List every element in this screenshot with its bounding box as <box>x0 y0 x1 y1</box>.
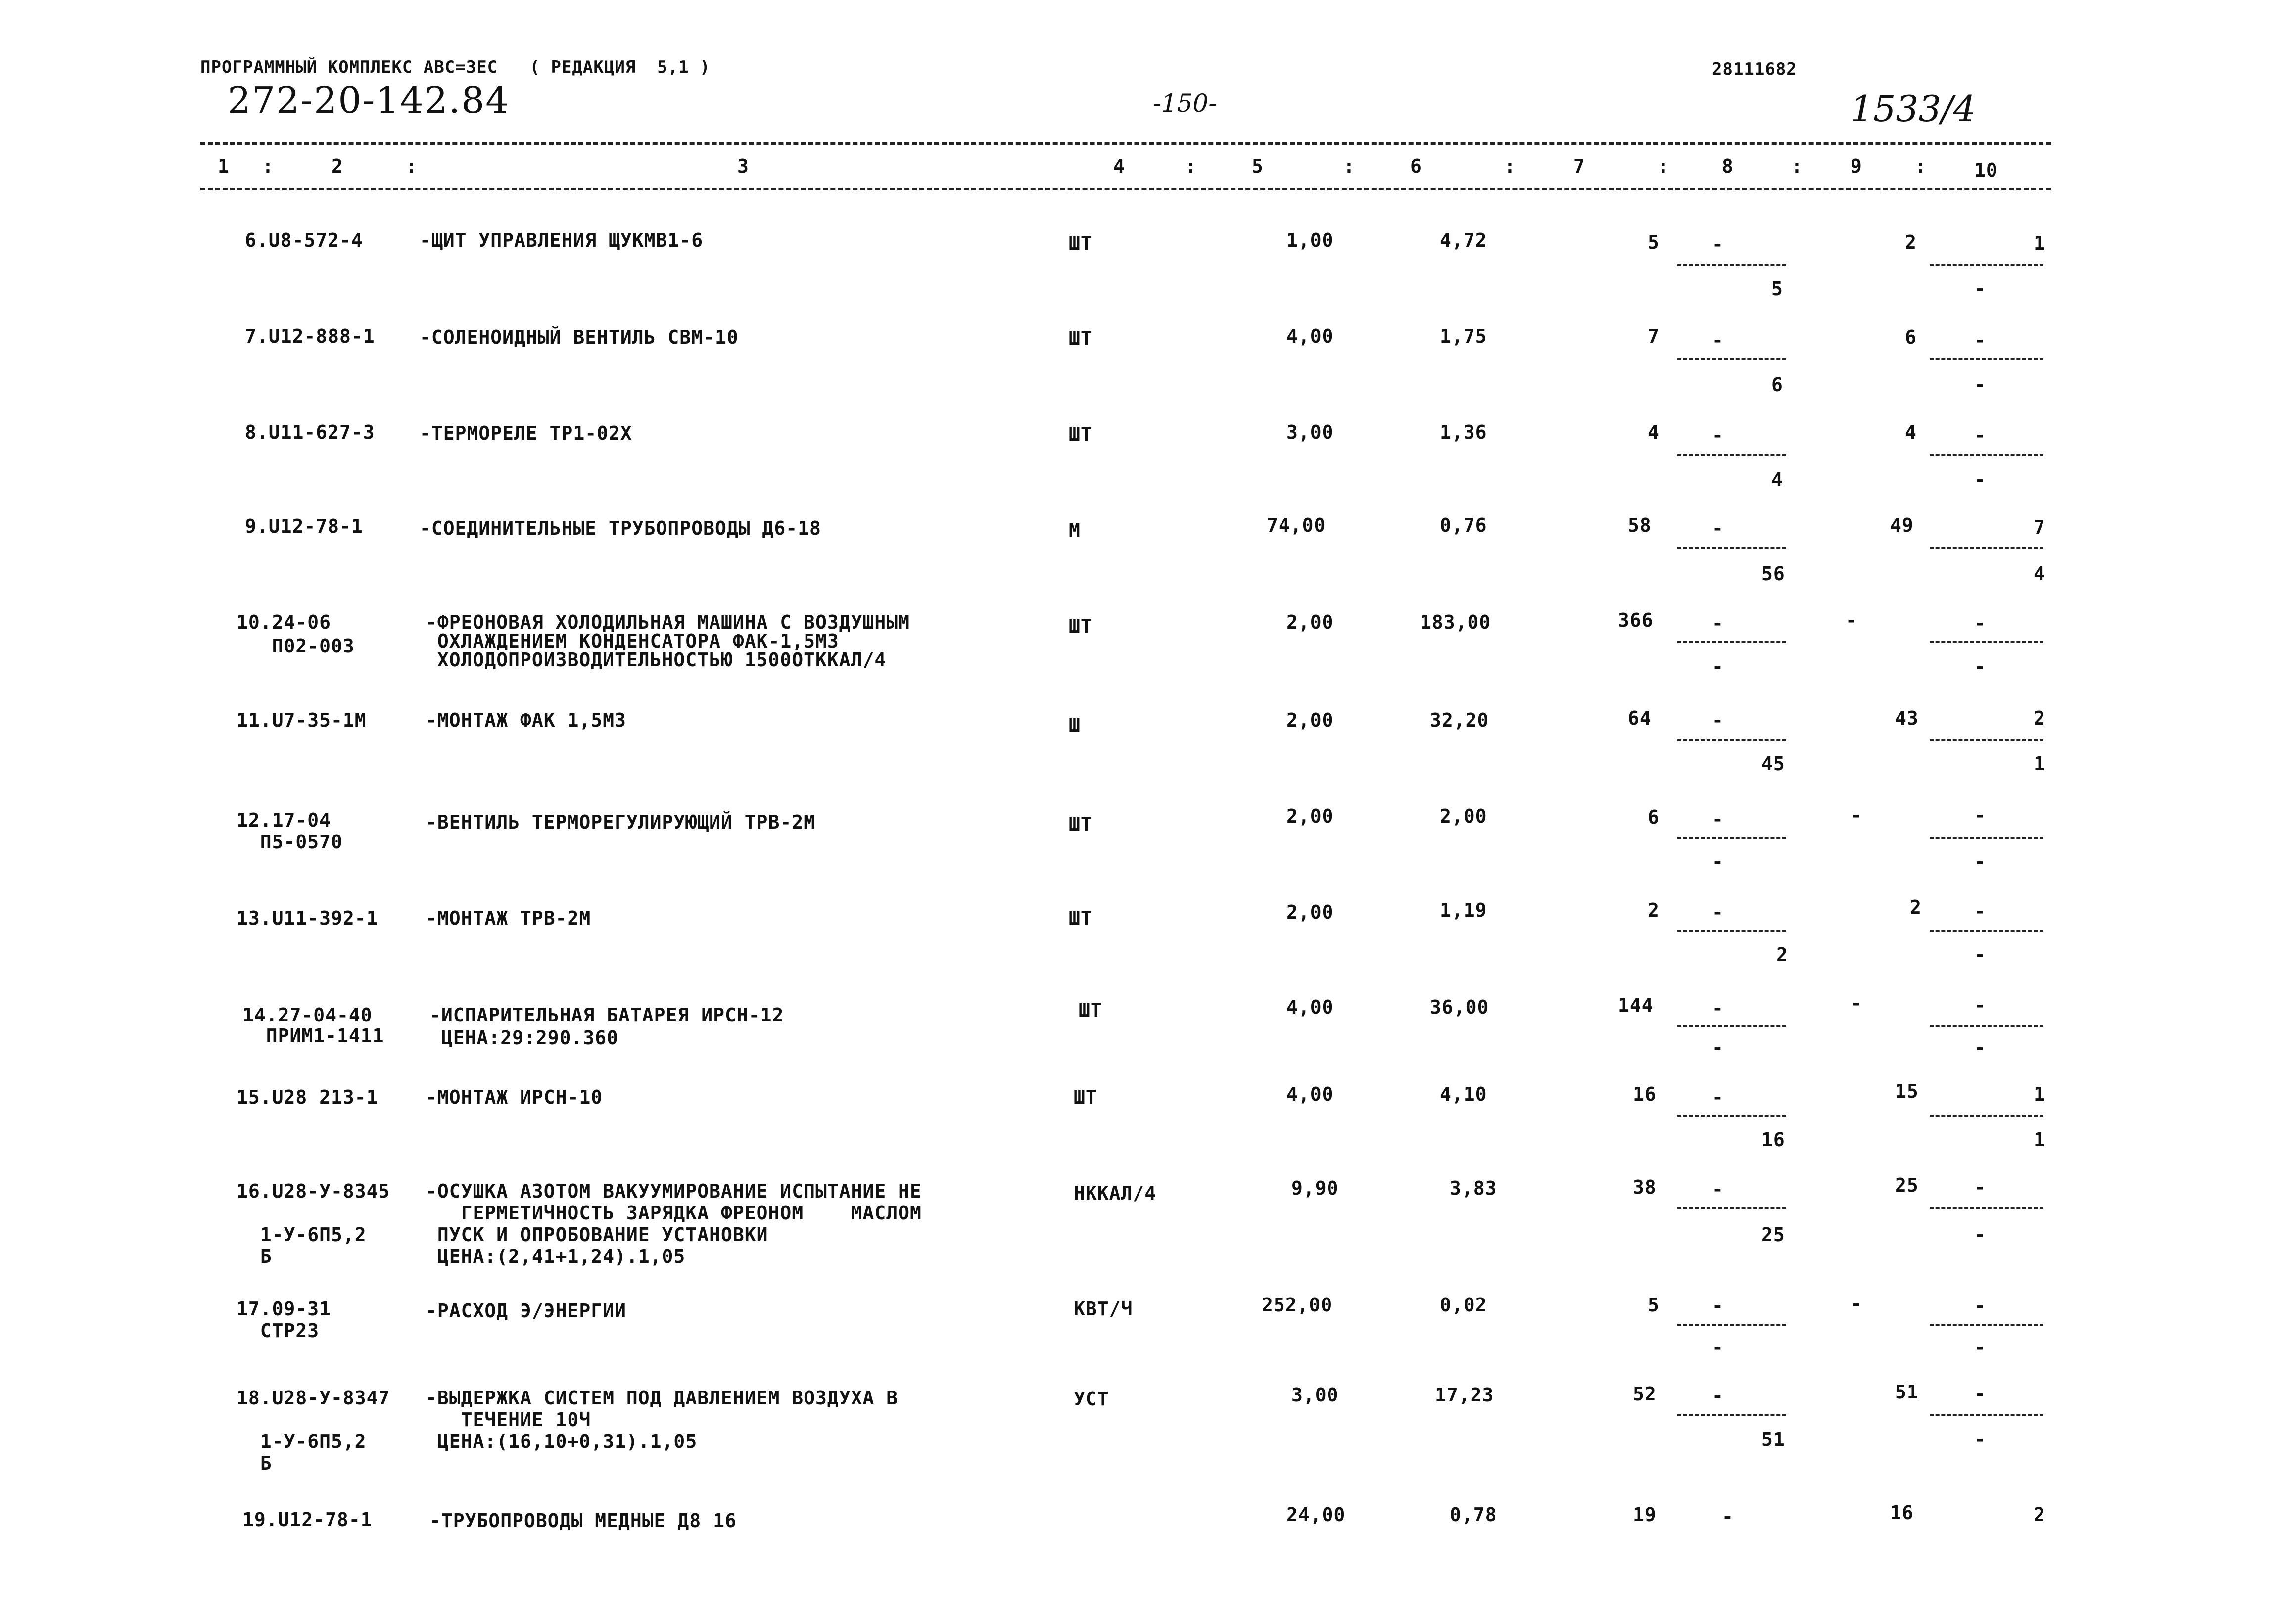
column-separator: : <box>1343 155 1355 177</box>
row-col10-bottom: - <box>1974 944 1986 966</box>
row-col10-bottom: - <box>1974 1037 1986 1059</box>
row-quantity: 24,00 <box>1286 1504 1346 1526</box>
row-quantity: 74,00 <box>1267 514 1326 536</box>
row-quantity: 3,00 <box>1286 421 1334 443</box>
row-col7: 4 <box>1648 421 1660 443</box>
row-col9: - <box>1851 804 1862 826</box>
row-price: 183,00 <box>1420 611 1491 633</box>
column-header: 9 <box>1851 155 1862 177</box>
row-price: 2,00 <box>1440 805 1487 827</box>
fraction-line <box>1677 264 1786 266</box>
row-col10-bottom: - <box>1974 374 1986 396</box>
row-price: 0,02 <box>1440 1294 1487 1316</box>
fraction-line <box>1930 641 2043 643</box>
row-description: -МОНТАЖ ИРСН-10 <box>426 1086 603 1108</box>
row-col8-bottom: 45 <box>1761 753 1785 775</box>
row-unit: ШТ <box>1069 813 1092 835</box>
row-code: 19.U12-78-1 <box>242 1509 373 1531</box>
row-price: 1,75 <box>1440 325 1487 347</box>
row-code: 17.09-31 <box>237 1298 332 1320</box>
row-description-line: ХОЛОДОПРОИЗВОДИТЕЛЬНОСТЬЮ 1500ОТККАЛ/4 <box>426 649 887 671</box>
fraction-line <box>1930 358 2043 360</box>
fraction-line <box>1930 1115 2043 1117</box>
column-header: 2 <box>332 155 343 177</box>
row-col9: 49 <box>1890 514 1914 536</box>
row-col8-bottom: 2 <box>1776 944 1788 966</box>
row-col9: - <box>1846 609 1857 631</box>
row-code-line: Б <box>237 1246 272 1267</box>
row-quantity: 2,00 <box>1286 805 1334 827</box>
row-description-line: ТЕЧЕНИЕ 10Ч <box>426 1409 591 1431</box>
column-header: 3 <box>737 155 749 177</box>
row-price: 1,36 <box>1440 421 1487 443</box>
row-col10-top: - <box>1974 424 1986 446</box>
row-description: -ИСПАРИТЕЛЬНАЯ БАТАРЕЯ ИРСН-12 <box>429 1004 784 1026</box>
fraction-line <box>1930 264 2043 266</box>
row-description: -ОСУШКА АЗОТОМ ВАКУУМИРОВАНИЕ ИСПЫТАНИЕ НЕ <box>426 1180 922 1202</box>
column-header: 5 <box>1252 155 1264 177</box>
row-quantity: 4,00 <box>1286 996 1334 1018</box>
row-unit: ШТ <box>1074 1086 1097 1108</box>
row-description: -ЩИТ УПРАВЛЕНИЯ ЩУКМВ1-6 <box>420 230 704 251</box>
row-description-line: ОХЛАЖДЕНИЕМ КОНДЕНСАТОРА ФАК-1,5М3 <box>426 630 839 652</box>
row-unit: М <box>1069 519 1081 541</box>
row-col8-top: - <box>1722 1506 1734 1528</box>
row-col8-top: - <box>1712 612 1724 634</box>
program-title: ПРОГРАММНЫЙ КОМПЛЕКС АВС=3ЕС ( РЕДАКЦИЯ 5,1 ) <box>200 57 711 77</box>
row-col10-top: - <box>1974 1295 1986 1317</box>
fraction-line <box>1677 1207 1786 1209</box>
row-quantity: 9,90 <box>1291 1177 1339 1199</box>
row-description-line: ЦЕНА:29:290.360 <box>429 1027 619 1049</box>
row-code: 18.U28-У-8347 <box>237 1387 390 1409</box>
row-col8-top: - <box>1712 424 1724 446</box>
row-description: -ВЫДЕРЖКА СИСТЕМ ПОД ДАВЛЕНИЕМ ВОЗДУХА В <box>426 1387 899 1409</box>
fraction-line <box>1677 547 1786 549</box>
row-col9: 25 <box>1895 1174 1919 1196</box>
row-col10-top: 7 <box>2034 516 2045 538</box>
row-description: -ТРУБОПРОВОДЫ МЕДНЫЕ Д8 16 <box>429 1510 737 1531</box>
row-col10-top: - <box>1974 1176 1986 1198</box>
row-col10-bottom: - <box>1974 656 1986 678</box>
column-header: 4 <box>1113 155 1125 177</box>
row-col9: 16 <box>1890 1502 1914 1524</box>
row-description: -ВЕНТИЛЬ ТЕРМОРЕГУЛИРУЮЩИЙ ТРВ-2М <box>426 811 815 833</box>
row-description-line: ЦЕНА:(16,10+0,31).1,05 <box>426 1431 698 1452</box>
row-code: 10.24-06 <box>237 611 332 633</box>
row-price: 32,20 <box>1430 709 1489 731</box>
row-col9: 6 <box>1905 326 1917 348</box>
row-col8-bottom: - <box>1712 656 1724 678</box>
row-code: 13.U11-392-1 <box>237 907 379 929</box>
column-header: 10 <box>1974 159 1998 181</box>
row-price: 4,10 <box>1440 1083 1487 1105</box>
row-col10-bottom: 4 <box>2034 563 2045 585</box>
row-col7: 52 <box>1633 1383 1657 1405</box>
row-col8-bottom: - <box>1712 1337 1724 1358</box>
row-description: -МОНТАЖ ТРВ-2М <box>426 907 591 929</box>
fraction-line <box>1930 739 2043 741</box>
column-header: 8 <box>1722 155 1734 177</box>
row-col10-top: 1 <box>2034 1083 2045 1105</box>
row-col7: 5 <box>1648 1294 1660 1316</box>
row-description-line: ЦЕНА:(2,41+1,24).1,05 <box>426 1246 686 1267</box>
fraction-line <box>1930 1025 2043 1027</box>
row-col7: 64 <box>1628 707 1652 729</box>
row-col8-top: - <box>1712 1385 1724 1407</box>
row-col10-bottom: - <box>1974 1429 1986 1450</box>
row-code-line: 1-У-6П5,2 <box>237 1224 367 1246</box>
row-price: 36,00 <box>1430 996 1489 1018</box>
row-col10-top: 2 <box>2034 1504 2045 1526</box>
row-unit: ШТ <box>1069 327 1092 349</box>
row-description-line: ПУСК И ОПРОБОВАНИЕ УСТАНОВКИ <box>426 1224 768 1246</box>
header-rule-top <box>200 142 2051 145</box>
row-col8-top: - <box>1712 901 1724 923</box>
row-description: -СОЕДИНИТЕЛЬНЫЕ ТРУБОПРОВОДЫ Д6-18 <box>420 517 821 539</box>
row-col9: 51 <box>1895 1381 1919 1403</box>
row-col8-bottom: 4 <box>1771 469 1783 491</box>
row-col9: 43 <box>1895 707 1919 729</box>
row-code: 9.U12-78-1 <box>245 515 363 537</box>
sheet-number: 1533/4 <box>1851 88 1976 130</box>
row-col8-top: - <box>1712 233 1724 255</box>
fraction-line <box>1677 1324 1786 1326</box>
row-col10-bottom: - <box>1974 278 1986 300</box>
row-code-line: СТР23 <box>237 1320 320 1342</box>
row-price: 1,19 <box>1440 899 1487 921</box>
row-quantity: 2,00 <box>1286 901 1334 923</box>
row-col8-top: - <box>1712 709 1724 731</box>
header-rule-bottom <box>200 188 2051 190</box>
row-col7: 6 <box>1648 806 1660 828</box>
column-separator: : <box>1185 155 1197 177</box>
row-col9: 4 <box>1905 421 1917 443</box>
column-separator: : <box>1791 155 1803 177</box>
page-number: -150- <box>1153 89 1217 118</box>
row-col10-top: 1 <box>2034 232 2045 254</box>
fraction-line <box>1677 454 1786 456</box>
fraction-line <box>1677 739 1786 741</box>
row-col8-bottom: - <box>1712 1037 1724 1059</box>
fraction-line <box>1930 1414 2043 1416</box>
fraction-line <box>1930 930 2043 932</box>
row-col8-top: - <box>1712 329 1724 351</box>
row-description-line: ГЕРМЕТИЧНОСТЬ ЗАРЯДКА ФРЕОНОМ МАСЛОМ <box>426 1202 922 1224</box>
row-col9: 2 <box>1910 896 1922 918</box>
row-code-line: Б <box>237 1452 272 1474</box>
row-col8-bottom: - <box>1712 851 1724 873</box>
row-unit: ШТ <box>1069 907 1092 929</box>
column-header: 1 <box>218 155 230 177</box>
fraction-line <box>1930 837 2043 839</box>
fraction-line <box>1677 1414 1786 1416</box>
row-col8-top: - <box>1712 1178 1724 1200</box>
row-unit: КВТ/Ч <box>1074 1298 1133 1320</box>
column-header: 6 <box>1410 155 1422 177</box>
row-col9: - <box>1851 1293 1862 1315</box>
fraction-line <box>1930 547 2043 549</box>
row-code: 16.U28-У-8345 <box>237 1180 390 1202</box>
row-description: -ТЕРМОРЕЛЕ ТР1-02Х <box>420 422 632 444</box>
document-code: 28111682 <box>1712 59 1797 79</box>
row-quantity: 2,00 <box>1286 709 1334 731</box>
row-quantity: 252,00 <box>1262 1294 1333 1316</box>
fraction-line <box>1930 1324 2043 1326</box>
fraction-line <box>1677 930 1786 932</box>
column-separator: : <box>262 155 274 177</box>
row-col9: 2 <box>1905 232 1917 253</box>
row-col7: 16 <box>1633 1083 1657 1105</box>
row-code: 14.27-04-40 <box>242 1004 373 1026</box>
row-code: 12.17-04 <box>237 809 332 831</box>
row-unit: Ш <box>1069 714 1081 736</box>
row-code: 8.U11-627-3 <box>245 421 375 443</box>
row-col7: 7 <box>1648 325 1660 347</box>
row-col7: 366 <box>1618 609 1654 631</box>
row-col8-top: - <box>1712 997 1724 1019</box>
fraction-line <box>1677 837 1786 839</box>
row-col7: 144 <box>1618 994 1654 1016</box>
row-col8-bottom: 25 <box>1761 1224 1785 1246</box>
row-code: 15.U28 213-1 <box>237 1086 379 1108</box>
column-separator: : <box>1658 155 1669 177</box>
row-col8-bottom: 6 <box>1771 374 1783 396</box>
fraction-line <box>1930 454 2043 456</box>
row-col10-top: 2 <box>2034 707 2045 729</box>
row-quantity: 3,00 <box>1291 1384 1339 1406</box>
row-col7: 58 <box>1628 514 1652 536</box>
row-unit: ШТ <box>1079 999 1102 1021</box>
row-col10-bottom: - <box>1974 1337 1986 1358</box>
row-col8-bottom: 5 <box>1771 278 1783 300</box>
row-description: -СОЛЕНОИДНЫЙ ВЕНТИЛЬ СВМ-10 <box>420 326 739 348</box>
row-price: 4,72 <box>1440 230 1487 251</box>
column-header: 7 <box>1573 155 1585 177</box>
row-col10-top: - <box>1974 612 1986 634</box>
row-quantity: 1,00 <box>1286 230 1334 251</box>
row-code-line: П5-0570 <box>237 831 343 853</box>
row-price: 17,23 <box>1435 1384 1494 1406</box>
row-col8-top: - <box>1712 808 1724 830</box>
row-col10-bottom: - <box>1974 851 1986 873</box>
row-col8-bottom: 51 <box>1761 1429 1785 1450</box>
column-separator: : <box>406 155 418 177</box>
row-col10-top: - <box>1974 1383 1986 1405</box>
row-col10-top: - <box>1974 329 1986 351</box>
row-quantity: 2,00 <box>1286 611 1334 633</box>
fraction-line <box>1677 1025 1786 1027</box>
row-code: 6.U8-572-4 <box>245 230 363 251</box>
row-unit: УСТ <box>1074 1388 1109 1410</box>
row-unit: ШТ <box>1069 615 1092 637</box>
row-unit: ШТ <box>1069 423 1092 445</box>
row-description: -РАСХОД Э/ЭНЕРГИИ <box>426 1300 626 1322</box>
column-separator: : <box>1915 155 1927 177</box>
row-col7: 5 <box>1648 232 1660 253</box>
row-col10-bottom: - <box>1974 469 1986 491</box>
fraction-line <box>1677 1115 1786 1117</box>
row-unit: ШТ <box>1069 232 1092 254</box>
row-price: 0,76 <box>1440 514 1487 536</box>
row-col8-top: - <box>1712 1086 1724 1108</box>
row-col8-top: - <box>1712 517 1724 539</box>
fraction-line <box>1677 641 1786 643</box>
row-price: 3,83 <box>1450 1177 1497 1199</box>
document-number: 272-20-142.84 <box>228 79 510 122</box>
fraction-line <box>1677 358 1786 360</box>
row-col10-bottom: - <box>1974 1224 1986 1246</box>
row-col8-top: - <box>1712 1295 1724 1317</box>
row-code: 7.U12-888-1 <box>245 325 375 347</box>
row-unit: НККАЛ/4 <box>1074 1182 1157 1204</box>
row-col10-top: - <box>1974 804 1986 826</box>
row-col7: 19 <box>1633 1504 1657 1526</box>
row-col8-bottom: 16 <box>1761 1129 1785 1151</box>
row-col7: 38 <box>1633 1176 1657 1198</box>
row-description: -МОНТАЖ ФАК 1,5М3 <box>426 709 626 731</box>
row-col9: - <box>1851 992 1862 1014</box>
row-col10-top: - <box>1974 900 1986 922</box>
row-col7: 2 <box>1648 899 1660 921</box>
row-col8-bottom: 56 <box>1761 563 1785 585</box>
row-col9: 15 <box>1895 1080 1919 1102</box>
row-price: 0,78 <box>1450 1504 1497 1526</box>
row-code-line: П02-003 <box>237 635 355 657</box>
row-quantity: 4,00 <box>1286 1083 1334 1105</box>
row-description: -ФРЕОНОВАЯ ХОЛОДИЛЬНАЯ МАШИНА С ВОЗДУШНЫМ <box>426 611 910 633</box>
row-col10-bottom: 1 <box>2034 753 2045 775</box>
row-code: 11.U7-35-1М <box>237 709 367 731</box>
column-separator: : <box>1504 155 1516 177</box>
row-col10-bottom: 1 <box>2034 1129 2045 1151</box>
row-col10-top: - <box>1974 994 1986 1016</box>
fraction-line <box>1930 1207 2043 1209</box>
row-quantity: 4,00 <box>1286 325 1334 347</box>
row-code-line: 1-У-6П5,2 <box>237 1431 367 1452</box>
row-code-line: ПРИМ1-1411 <box>242 1025 384 1047</box>
